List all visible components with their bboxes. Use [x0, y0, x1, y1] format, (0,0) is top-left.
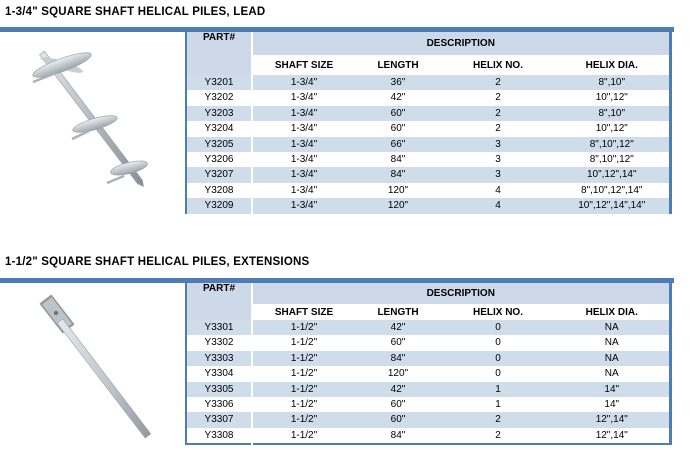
section-title-lead: 1-3/4" SQUARE SHAFT HELICAL PILES, LEAD: [5, 6, 266, 18]
length-cell: 42": [390, 322, 406, 333]
product-image-box: [0, 32, 183, 213]
column-header-shaft-size: SHAFT SIZE: [252, 55, 355, 75]
helix-no-cell: 0: [495, 337, 501, 349]
shaft-size-cell: 1-3/4": [290, 107, 318, 119]
helix-no-cell: 2: [495, 77, 501, 88]
helix-dia-cell: NA: [604, 352, 619, 364]
shaft-size-cell: 1-1/2": [290, 352, 318, 364]
table-row: [186, 106, 670, 121]
shaft-size-cell: 1-3/4": [290, 200, 318, 212]
helix-dia-cell: 14": [604, 399, 620, 411]
helix-dia-cell: 14": [604, 383, 620, 395]
shaft-size-cell: 1-1/2": [290, 322, 318, 333]
shaft-size-cell: 1-3/4": [290, 138, 318, 150]
length-cell: 120": [387, 184, 409, 196]
shaft-size-cell: 1-1/2": [290, 399, 318, 411]
part-number-cell: Y3209: [186, 198, 252, 213]
shaft-size-cell: 1-1/2": [290, 368, 318, 380]
table-row: [186, 428, 670, 444]
lead-parts-table: [185, 32, 672, 214]
table-row: [186, 412, 670, 427]
length-cell: 66": [390, 138, 406, 150]
part-number-cell: Y3302: [186, 335, 252, 350]
table-row: [186, 397, 670, 412]
table-row: [186, 152, 670, 167]
column-header-description: DESCRIPTION: [252, 32, 670, 55]
table-row: [186, 366, 670, 381]
part-number-cell: Y3207: [186, 167, 252, 182]
shaft-size-cell: 1-3/4": [290, 184, 318, 196]
helix-dia-cell: 10",12",14": [586, 169, 637, 181]
shaft-size-cell: 1-3/4": [290, 92, 318, 104]
table-row: [186, 198, 670, 213]
length-cell: 120": [387, 200, 409, 212]
length-cell: 84": [390, 352, 406, 364]
shaft-size-cell: 1-3/4": [290, 77, 318, 88]
length-cell: 84": [390, 154, 406, 166]
helix-no-cell: 1: [495, 383, 501, 395]
helix-no-cell: 3: [495, 138, 501, 150]
extension-parts-table: [185, 283, 672, 445]
table-row: [186, 121, 670, 136]
helix-dia-cell: 10",12",14",14": [578, 200, 646, 212]
length-cell: 42": [390, 92, 406, 104]
part-number-cell: Y3205: [186, 137, 252, 152]
shaft-size-cell: 1-1/2": [290, 383, 318, 395]
helix-dia-cell: 8",10": [598, 107, 626, 119]
helix-no-cell: 2: [495, 92, 501, 104]
product-image-box: [0, 283, 183, 443]
table-row: [186, 90, 670, 105]
extension-shaft-image: [0, 283, 183, 443]
lead-helical-pile-image: [0, 32, 183, 213]
column-header-part: PART#: [186, 283, 252, 320]
helix-no-cell: 4: [495, 184, 501, 196]
helix-no-cell: 3: [495, 154, 501, 166]
helix-dia-cell: 10",12": [595, 123, 628, 135]
helix-dia-cell: 8",10",12",14": [581, 184, 643, 196]
table-row: [186, 75, 670, 90]
part-number-cell: Y3202: [186, 90, 252, 105]
helix-dia-cell: NA: [604, 322, 619, 333]
column-header-part: PART#: [186, 32, 252, 75]
part-number-cell: Y3305: [186, 382, 252, 397]
length-cell: 84": [390, 429, 406, 441]
table-row: [186, 335, 670, 350]
helix-dia-cell: NA: [604, 337, 619, 349]
helix-no-cell: 0: [495, 322, 501, 333]
length-cell: 60": [390, 123, 406, 135]
part-number-cell: Y3303: [186, 351, 252, 366]
helix-dia-cell: 8",10",12": [589, 138, 634, 150]
table-row: [186, 183, 670, 198]
helix-no-cell: 2: [495, 123, 501, 135]
shaft-size-cell: 1-3/4": [290, 123, 318, 135]
column-header-length: LENGTH: [355, 304, 441, 320]
part-number-cell: Y3203: [186, 106, 252, 121]
length-cell: 60": [390, 399, 406, 411]
shaft-size-cell: 1-3/4": [290, 154, 318, 166]
column-header-helix-dia: HELIX DIA.: [555, 304, 670, 320]
column-header-length: LENGTH: [355, 55, 441, 75]
helix-no-cell: 2: [495, 414, 501, 426]
part-number-cell: Y3201: [186, 75, 252, 90]
part-number-cell: Y3308: [186, 428, 252, 444]
table-row: [186, 351, 670, 366]
part-number-cell: Y3301: [186, 320, 252, 335]
table-row: [186, 382, 670, 397]
helix-dia-cell: 8",10": [598, 77, 626, 88]
column-header-helix-no: HELIX NO.: [441, 304, 555, 320]
helix-dia-cell: 12",14": [595, 414, 628, 426]
part-number-cell: Y3204: [186, 121, 252, 136]
part-number-cell: Y3306: [186, 397, 252, 412]
helix-no-cell: 3: [495, 169, 501, 181]
shaft-size-cell: 1-3/4": [290, 169, 318, 181]
column-header-description: DESCRIPTION: [252, 283, 670, 304]
length-cell: 120": [387, 368, 409, 380]
helix-no-cell: 2: [495, 107, 501, 119]
helix-no-cell: 0: [495, 352, 501, 364]
length-cell: 84": [390, 169, 406, 181]
part-number-cell: Y3208: [186, 183, 252, 198]
column-header-shaft-size: SHAFT SIZE: [252, 304, 355, 320]
shaft-size-cell: 1-1/2": [290, 337, 318, 349]
shaft-size-cell: 1-1/2": [290, 414, 318, 426]
column-header-helix-dia: HELIX DIA.: [555, 55, 670, 75]
table-row: [186, 320, 670, 335]
table-row: [186, 137, 670, 152]
helix-dia-cell: 10",12": [595, 92, 628, 104]
length-cell: 42": [390, 383, 406, 395]
helix-no-cell: 1: [495, 399, 501, 411]
helix-dia-cell: 12",14": [595, 429, 628, 441]
helix-dia-cell: NA: [604, 368, 619, 380]
section-title-extensions: 1-1/2" SQUARE SHAFT HELICAL PILES, EXTENSIONS: [5, 256, 310, 268]
column-header-helix-no: HELIX NO.: [441, 55, 555, 75]
length-cell: 36": [390, 77, 406, 88]
helix-dia-cell: 8",10",12": [589, 154, 634, 166]
table-row: [186, 167, 670, 182]
length-cell: 60": [390, 414, 406, 426]
helix-no-cell: 2: [495, 429, 501, 441]
part-number-cell: Y3304: [186, 366, 252, 381]
length-cell: 60": [390, 107, 406, 119]
helix-no-cell: 4: [495, 200, 501, 212]
part-number-cell: Y3206: [186, 152, 252, 167]
helix-no-cell: 0: [495, 368, 501, 380]
length-cell: 60": [390, 337, 406, 349]
part-number-cell: Y3307: [186, 412, 252, 427]
shaft-size-cell: 1-1/2": [290, 429, 318, 441]
